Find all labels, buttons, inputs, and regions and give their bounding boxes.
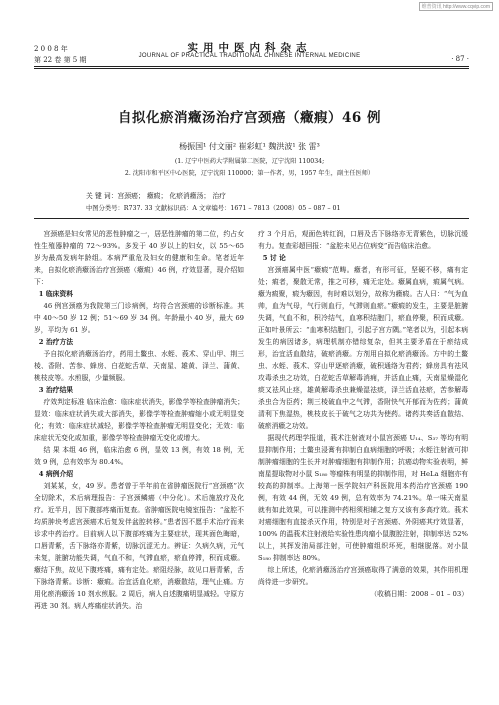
right-column [258,228,468,600]
section-heading: 1 临床资料 [38,290,74,298]
section-heading: 3 治疗结果 [38,386,74,394]
article-title: 自拟化瘀消癥汤治疗宫颈癌（癥瘕）46 例 [118,110,381,126]
left-column [34,228,244,612]
body-paragraph: 宫颈癌属中医“癥瘕”范畴。癥者，有形可征，坚硬不移，痛有定处；瘕者，聚散无常，推之可移，痛无定处。癥属血病，瘕属气病。癥为瘕聚，瘕为癥因，有时难以划分，故称为癥瘕。古人曰：“气为血帅，血为气母，气行则血行，气滞则血瘀。”癥瘕的发生，主要是脏腑失调，气血不和，积冷结气，血寒积结胞门，瘀血停聚，积而成癥。正如叶景所云：“血寒积结胞门，引起子宫方隅。”笔者以为，引起本病发生的病因诸多，病理机制亦错综复杂，但其主要矛盾在于瘀结成形，治宜活血散结，破瘀消癥。方剂用自拟化瘀消癥汤。方中的土鳖虫、水蛭、莪术、穿山甲逐瘀消癥，破积通络为君药；蜂房具有祛风攻毒杀虫之功效，白花蛇舌草解毒消痈，并活血止痛，天南星燥湿化痰又祛风止痉，雄黄解毒杀虫兼燥湿祛痰，泽兰活血祛瘀，苦参解毒杀虫合为臣药；荆三棱破血中之气滞，香附快气开郁而为佐药；蒲黄清利下焦湿热，桃枝皮长于破气之功共为使药。诸药共奏活血散结、破瘀消癥之功效。 [258,266,468,430]
body-paragraph: 疗 3 个月后，观面色转红润，口唇及舌下脉络亦无青紫色，切脉沉缓有力。复查彩超回报：“盆腔未见占位病变”而告临床治愈。 [258,230,468,250]
keywords: 关 键 词：宫颈癌； 癥瘕； 化瘀消癥汤； 治疗 [86,192,226,200]
affiliation-1: (1. 辽宁中医药大学附属第二医院，辽宁沈阳 110034; [174,158,325,165]
journal-title-en: JOURNAL OF PRACTICAL TRADITIONAL CHINESE INTERNAL MEDICINE [138,53,361,59]
journal-title-cn: 实用中医内科杂志 [187,42,312,54]
header-rule [34,66,469,67]
body-paragraph: 46 例宫颈癌为我院第三门诊病例，均符合宫颈癌的诊断标准。其中 40～50 岁 12 例；51～69 岁 34 例。年龄最小 40 岁，最大 69 岁，平均为 61 岁。 [34,302,244,334]
body-paragraph: 综上所述，化瘀消癥汤治疗宫颈癌取得了满意的效果，其作用机理尚待进一步研究。 [258,566,468,586]
body-paragraph: 据现代药理学报道，莪术注射液对小鼠宫颈癌 U₁₄、S₃₇ 等均有明显抑制作用；土鳖虫浸膏有抑制白血病细胞的呼吸；水蛭注射液可抑制肿瘤细胞的生长并对肿瘤细胞有抑制作用；抗癌动物实验表明，鲜南星提取物对小鼠 S₁₈₀ 等瘤株有明显的抑制作用，对 HeLa 细胞亦有较高的抑制率。上海第一医学院妇产科医院用本药治疗宫颈癌 190 例，有效 44 例，无效 49 例，总有效率为 74.21%。单一味天南星就有如此效果，可以推测中药相须相辅之复方又该有多高疗效。莪术对癌细胞有直接杀灭作用，特别是对子宫颈癌、外阴癌其疗效显著，100% 的温莪术注射液给实验性患肉瘤小鼠腹腔注射，抑制率达 52% 以上，其挥发油局部注射，可使肿瘤组织坏死，相继脱落。对小鼠 S₁₈₀ 抑制率达 80%。 [258,434,468,562]
watermark: 维普资讯 http://www.cqvip.com [419,2,493,11]
affiliation-2: 2. 沈阳市和平区中心医院，辽宁沈阳 110000；第一作者，男，1957 年生，副主任医师） [124,170,375,177]
section-heading: 4 病例介绍 [38,470,74,478]
body-paragraph: 疗效判定标准 临床治愈：临床症状消失，影像学等检查肿瘤消失；显效：临床症状消失或大部消失，影像学等检查肿瘤缩小或无明显变化；有效：临床症状减轻，影像学等检查肿瘤无明显变化；无效：临床症状无变化或加重，影像学等检查肿瘤无变化或增大。 [34,398,244,442]
journal-volume: 第 22 卷 第 5 期 [34,56,87,64]
header-rule-thin [34,68,469,69]
abstract-rule [34,218,469,219]
body-paragraph: 宫颈癌是妇女常见的恶性肿瘤之一，居恶性肿瘤的第二位，约占女性生殖器肿瘤的 72～93%。多发于 40 岁以上的妇女，以 55～65 岁为最高发病年龄组。本病严重危及妇女的健康和生命。笔者近年来，自拟化瘀消癥汤治疗宫颈癌（癥瘕）46 例，疗效显著，现介绍如下： [34,230,244,286]
section-heading: 5 讨 论 [262,254,286,262]
section-heading: 2 治疗方法 [38,338,74,346]
body-paragraph: 予自拟化瘀消癥汤治疗，药用土鳖虫、水蛭、莪术、穿山甲、荆三棱、香附、苦参、蜂房、白花蛇舌草、天南星、雄黄、泽兰、蒲黄、桃枝皮等。水煎服，少量频服。 [34,350,244,382]
classification-line: 中图分类号：R737. 33 文献标识码：A 文章编号：1671 – 7813（2008）05 – 087 – 01 [86,205,341,212]
journal-year: 2 0 0 8 年 [34,45,68,53]
body-paragraph: 结 果 本组 46 例，临床治愈 6 例，显效 13 例，有效 18 例，无效 9 例，总有效率为 80.4%。 [34,446,244,466]
page-number: · 87 · [451,55,469,63]
body-paragraph: 刘某某，女，49 岁。患者曾于半年前在省肿瘤医院行“宫颈癌”次全切除术，术后病理报告：子宫颈鳞癌（中分化）。术后施放疗及化疗。近半月，因下腹部疼痛而复查。省肿瘤医院电镜室报告：“盆腔不均质肿块考虑宫颈癌术后复发伴盆腔转移。”患者因不愿手术治疗而来诊求中药治疗。目前病人以下腹部疼痛为主要症状，现其面色晦暗，口唇青紫，舌下脉络亦青紫，切脉沉涩无力。辨证：久病久病，元气未复，脏腑功能失调，气血不和，气滞血瘀，瘀血停滞，积而成癥。癥结下焦，故见下腹疼痛，痛有定处。瘀阻经脉，故见口唇青紫，舌下脉络青紫。诊断：癥瘕。治宜活血化瘀，消癥散结，理气止痛。方用化瘀消癥汤 10 剂水煎服。2 周后，病人自述腹痛明显减轻。守原方再进 30 剂。病人疼痛症状消失。治 [34,482,244,610]
body-paragraph: （收稿日期：2008 – 01 – 03） [370,590,468,598]
author-list: 杨振国¹ 付文丽² 崔彩虹¹ 魏洪波¹ 张 雷³ [179,142,320,151]
